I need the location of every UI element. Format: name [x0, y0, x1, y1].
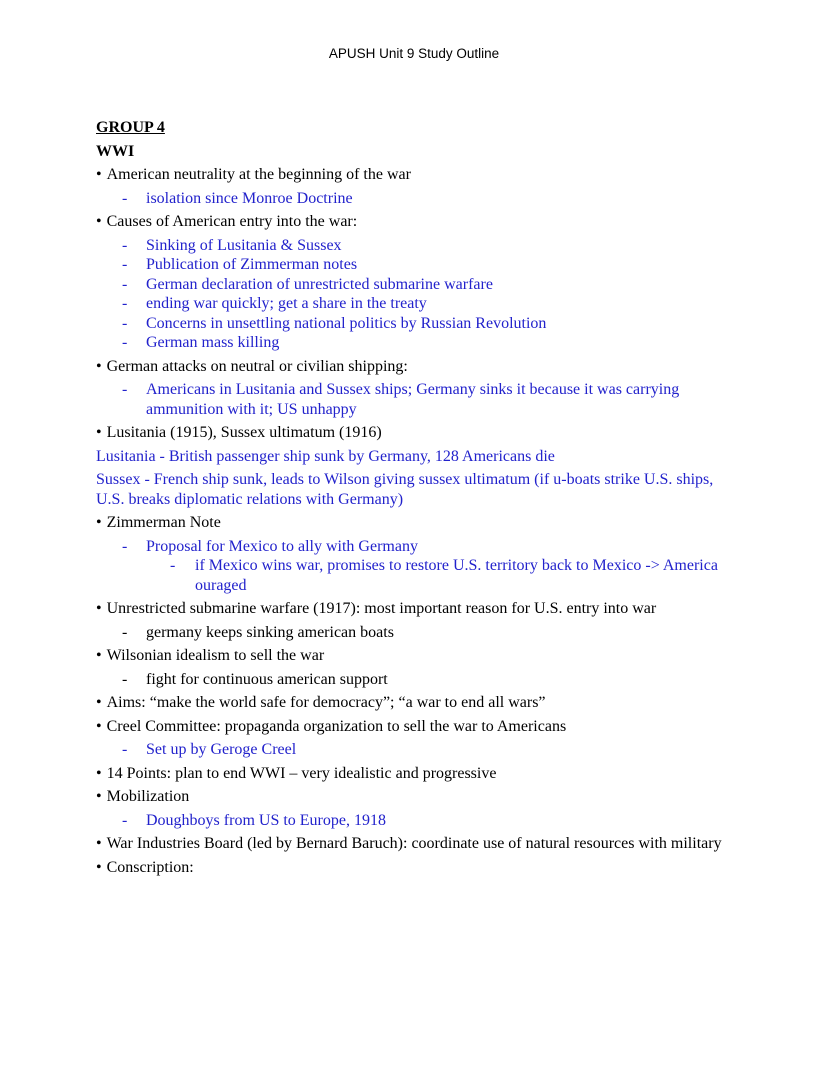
outline-line-dash2 — [96, 556, 732, 595]
outline-line-bullet — [96, 693, 732, 713]
outline-line-text: fight for continuous american support — [146, 670, 388, 688]
outline-line-bullet — [96, 212, 732, 232]
outline-line-dash1 — [96, 255, 732, 275]
outline-line-text: Creel Committee: propaganda organization to sell the war to Americans — [106, 717, 567, 735]
outline-line-text: Conscription: — [106, 858, 194, 876]
bullet-marker: • — [96, 764, 102, 782]
outline-line-dash1 — [96, 537, 732, 557]
outline-line-text: Causes of American entry into the war: — [106, 213, 358, 230]
document-header-title: APUSH Unit 9 Study Outline — [328, 46, 500, 61]
bullet-marker: • — [96, 717, 102, 735]
outline-line-bullet — [96, 646, 732, 666]
bullet-marker: • — [96, 788, 102, 805]
dash-marker: - — [122, 189, 128, 207]
outline-line-text: Aims: “make the world safe for democracy”; “a war to end all wars” — [106, 694, 546, 711]
outline-line-text: Sinking of Lusitania & Sussex — [146, 236, 342, 254]
outline-line-bullet — [96, 513, 732, 533]
outline-line-heading: WWI — [96, 142, 135, 160]
bullet-marker: • — [96, 600, 102, 617]
dash-marker: - — [122, 811, 128, 829]
outline-line-plain: Lusitania - British passenger ship sunk by Germany, 128 Americans die — [96, 447, 555, 465]
dash-marker: - — [122, 537, 128, 555]
dash-marker: - — [122, 334, 128, 351]
outline-line-text: ending war quickly; get a share in the treaty — [146, 295, 427, 312]
bullet-marker: • — [96, 694, 102, 711]
bullet-marker: • — [96, 166, 102, 183]
outline-line-text: Wilsonian idealism to sell the war — [106, 647, 325, 664]
outline-line-text: Set up by Geroge Creel — [146, 741, 297, 758]
outline-line-bullet — [96, 787, 732, 807]
outline-line-dash1 — [96, 811, 732, 831]
outline-line-group-heading: GROUP 4 — [96, 119, 165, 136]
outline-line-bullet — [96, 834, 732, 854]
dash-marker: - — [122, 623, 128, 641]
outline-line-text: Zimmerman Note — [106, 514, 221, 531]
outline-line-dash1 — [96, 189, 732, 209]
outline-line-text: Lusitania (1915), Sussex ultimatum (1916) — [106, 424, 382, 441]
outline-line-plain: Sussex - French ship sunk, leads to Wilson giving sussex ultimatum (if u-boats strike U.S. ships, U.S. breaks diplomatic relations with Germany) — [96, 471, 714, 508]
bullet-marker: • — [96, 357, 102, 375]
outline-line-text: if Mexico wins war, promises to restore U.S. territory back to Mexico -> America ouraged — [195, 557, 718, 594]
outline-line-text: 14 Points: plan to end WWI – very idealistic and progressive — [106, 764, 497, 782]
outline-line-text: German mass killing — [146, 334, 280, 351]
bullet-marker: • — [96, 835, 102, 852]
dash-marker: - — [170, 557, 176, 574]
bullet-marker: • — [96, 424, 102, 441]
bullet-marker: • — [96, 514, 102, 531]
outline-line-text: War Industries Board (led by Bernard Baruch): coordinate use of natural resources with military — [106, 835, 722, 852]
outline-line-dash1 — [96, 380, 732, 419]
outline-line-dash1 — [96, 740, 732, 760]
outline-line-bullet — [96, 599, 732, 619]
outline-line-dash1 — [96, 275, 732, 295]
outline-line-text: Doughboys from US to Europe, 1918 — [146, 811, 386, 829]
outline-line-bullet — [96, 165, 732, 185]
bullet-marker: • — [96, 213, 102, 230]
outline-line-text: Mobilization — [106, 788, 190, 805]
outline-line-text: Proposal for Mexico to ally with Germany — [146, 537, 418, 555]
outline-line-text: germany keeps sinking american boats — [146, 623, 394, 641]
bullet-marker: • — [96, 647, 102, 664]
outline-line-text: German attacks on neutral or civilian shipping: — [106, 357, 408, 375]
outline-line-dash1 — [96, 236, 732, 256]
document-body — [96, 118, 732, 877]
outline-line-bullet — [96, 764, 732, 784]
outline-line-text: Unrestricted submarine warfare (1917): most important reason for U.S. entry into war — [106, 600, 657, 617]
outline-line-text: Publication of Zimmerman notes — [146, 256, 358, 273]
outline-line-text: isolation since Monroe Doctrine — [146, 189, 353, 207]
dash-marker: - — [122, 381, 128, 398]
outline-line-text: Concerns in unsettling national politics by Russian Revolution — [146, 314, 547, 332]
outline-line-bullet — [96, 423, 732, 443]
outline-line-bullet — [96, 357, 732, 377]
outline-line-text: German declaration of unrestricted submarine warfare — [146, 275, 493, 293]
outline-line-dash1 — [96, 314, 732, 334]
outline-line-dash1 — [96, 623, 732, 643]
outline-line-dash1 — [96, 670, 732, 690]
outline-line-dash1 — [96, 294, 732, 314]
dash-marker: - — [122, 670, 128, 688]
dash-marker: - — [122, 275, 128, 293]
outline-line-dash1 — [96, 333, 732, 353]
dash-marker: - — [122, 741, 128, 758]
outline-line-text: American neutrality at the beginning of the war — [106, 166, 411, 183]
bullet-marker: • — [96, 858, 102, 876]
dash-marker: - — [122, 314, 128, 332]
dash-marker: - — [122, 256, 128, 273]
dash-marker: - — [122, 295, 128, 312]
outline-line-text: Americans in Lusitania and Sussex ships; Germany sinks it because it was carrying ammunition with it; US unhappy — [146, 381, 680, 418]
outline-line-bullet — [96, 717, 732, 737]
outline-line-bullet — [96, 858, 732, 878]
dash-marker: - — [122, 236, 128, 254]
